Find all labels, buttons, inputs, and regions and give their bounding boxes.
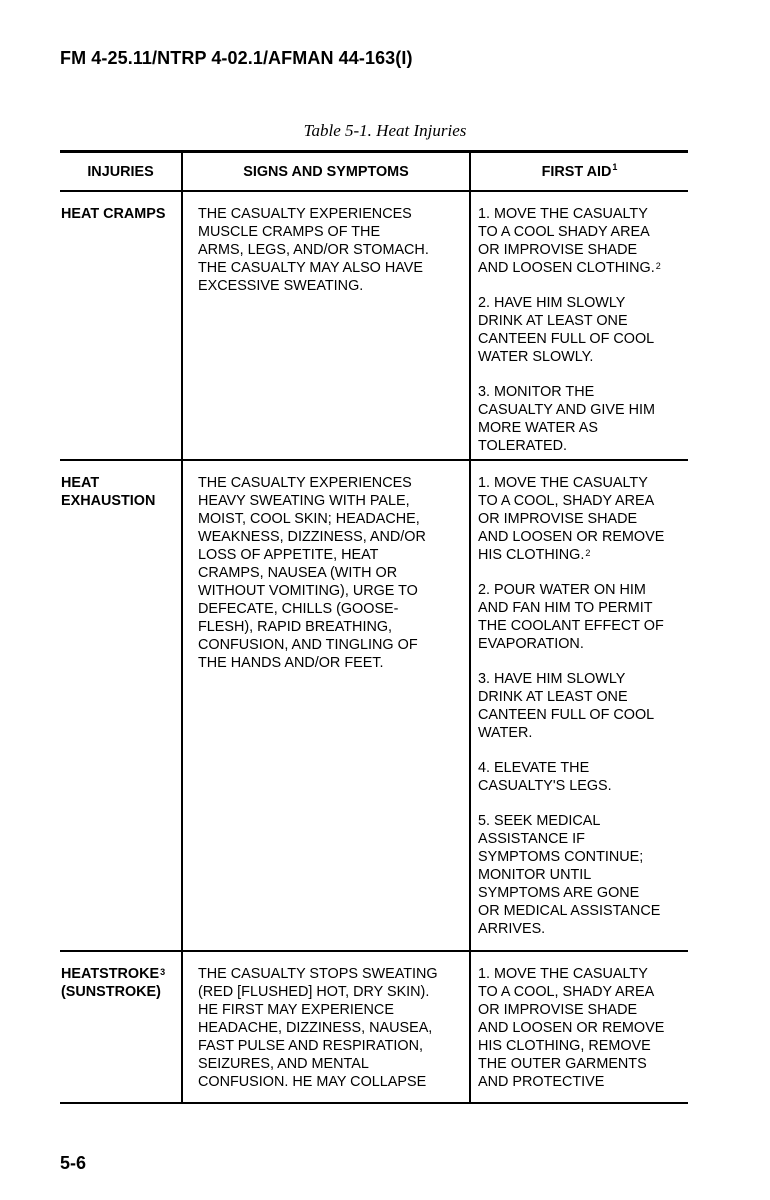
symptom-line: THE CASUALTY STOPS SWEATING [198, 966, 438, 982]
symptom-line: WEAKNESS, DIZZINESS, AND/OR [198, 529, 426, 545]
injury-name-line: HEAT CRAMPS [61, 206, 166, 222]
symptom-line: THE CASUALTY EXPERIENCES [198, 475, 412, 491]
first-aid-line [478, 259, 686, 277]
first-aid-line: EVAPORATION. [478, 636, 584, 652]
first-aid-step [478, 581, 686, 653]
first-aid-line: TO A COOL, SHADY AREA [478, 493, 655, 509]
column-header-signs-and-symptoms: SIGNS AND SYMPTOMS [182, 152, 470, 192]
first-aid-line: TOLERATED. [478, 438, 568, 454]
table-header-row [60, 152, 688, 192]
symptoms-cell [182, 460, 470, 951]
footnote-marker: 2 [585, 548, 591, 558]
symptom-line: CRAMPS, NAUSEA (WITH OR [198, 565, 398, 581]
injury-name-line: (SUNSTROKE) [61, 984, 161, 1000]
footnote-marker: 3 [160, 967, 166, 977]
first-aid-line: TO A COOL SHADY AREA [478, 224, 650, 240]
first-aid-line: CANTEEN FULL OF COOL [478, 331, 655, 347]
symptom-line: WITHOUT VOMITING), URGE TO [198, 583, 418, 599]
first-aid-line: DRINK AT LEAST ONE [478, 689, 628, 705]
first-aid-line: OR MEDICAL ASSISTANCE [478, 903, 661, 919]
first-aid-line: OR IMPROVISE SHADE [478, 511, 638, 527]
symptom-line: CONFUSION. HE MAY COLLAPSE [198, 1074, 427, 1090]
first-aid-line: CASUALTY AND GIVE HIM [478, 402, 655, 418]
first-aid-line: AND LOOSEN OR REMOVE [478, 1020, 665, 1036]
first-aid-step [478, 670, 686, 742]
table-caption: Table 5-1. Heat Injuries [303, 121, 467, 140]
first-aid-line: THE COOLANT EFFECT OF [478, 618, 664, 634]
first-aid-line: 2. POUR WATER ON HIM [478, 582, 646, 598]
injury-name-text: HEATSTROKE [61, 966, 160, 982]
first-aid-line: AND PROTECTIVE [478, 1074, 605, 1090]
first-aid-cell [470, 191, 688, 460]
first-aid-line: MORE WATER AS [478, 420, 598, 436]
column-header-injuries: INJURIES [87, 163, 154, 180]
first-aid-step [478, 474, 686, 564]
symptom-line: HEADACHE, DIZZINESS, NAUSEA, [198, 1020, 433, 1036]
symptom-line: THE HANDS AND/OR FEET. [198, 655, 384, 671]
first-aid-line: 3. HAVE HIM SLOWLY [478, 671, 626, 687]
injury-name-line: HEAT [61, 475, 100, 491]
first-aid-line: SYMPTOMS ARE GONE [478, 885, 640, 901]
symptom-line: FLESH), RAPID BREATHING, [198, 619, 393, 635]
symptom-line: THE CASUALTY MAY ALSO HAVE [198, 260, 423, 276]
first-aid-line: AND LOOSEN OR REMOVE [478, 529, 665, 545]
symptom-line: MOIST, COOL SKIN; HEADACHE, [198, 511, 420, 527]
heat-injuries-table [60, 150, 688, 1104]
first-aid-line: 1. MOVE THE CASUALTY [478, 966, 648, 982]
first-aid-step [478, 965, 686, 1091]
row-heat-exhaustion [60, 460, 688, 951]
first-aid-line: ASSISTANCE IF [478, 831, 585, 847]
first-aid-line: 4. ELEVATE THE [478, 760, 590, 776]
first-aid-line: 3. MONITOR THE [478, 384, 595, 400]
first-aid-step [478, 759, 686, 795]
first-aid-line: CASUALTY'S LEGS. [478, 778, 612, 794]
first-aid-line: OR IMPROVISE SHADE [478, 242, 638, 258]
page-number: 5-6 [60, 1153, 87, 1173]
first-aid-line: SYMPTOMS CONTINUE; [478, 849, 644, 865]
first-aid-line: 2. HAVE HIM SLOWLY [478, 295, 626, 311]
first-aid-line: 1. MOVE THE CASUALTY [478, 475, 648, 491]
first-aid-line: CANTEEN FULL OF COOL [478, 707, 655, 723]
injury-name-line: EXHAUSTION [61, 493, 156, 509]
symptoms-cell [182, 951, 470, 1103]
first-aid-line: THE OUTER GARMENTS [478, 1056, 647, 1072]
first-aid-step [478, 205, 686, 277]
symptom-line: HE FIRST MAY EXPERIENCE [198, 1002, 394, 1018]
symptom-line: ARMS, LEGS, AND/OR STOMACH. [198, 242, 429, 258]
injury-cell [60, 191, 182, 460]
first-aid-line: HIS CLOTHING, REMOVE [478, 1038, 651, 1054]
first-aid-line-text: HIS CLOTHING. [478, 547, 585, 563]
symptom-line: FAST PULSE AND RESPIRATION, [198, 1038, 423, 1054]
first-aid-step [478, 294, 686, 366]
footnote-marker: 2 [655, 261, 661, 271]
first-aid-line: DRINK AT LEAST ONE [478, 313, 628, 329]
symptom-line: CONFUSION, AND TINGLING OF [198, 637, 418, 653]
first-aid-line: WATER. [478, 725, 533, 741]
symptom-line: (RED [FLUSHED] HOT, DRY SKIN). [198, 984, 430, 1000]
symptoms-cell [182, 191, 470, 460]
first-aid-line-text: AND LOOSEN CLOTHING. [478, 260, 655, 276]
column-header-first-aid [470, 152, 688, 192]
first-aid-step [478, 383, 686, 455]
first-aid-line: AND FAN HIM TO PERMIT [478, 600, 653, 616]
first-aid-line [478, 546, 686, 564]
symptom-line: SEIZURES, AND MENTAL [198, 1056, 369, 1072]
footnote-marker: 1 [612, 161, 618, 172]
injury-cell [60, 460, 182, 951]
injury-cell [60, 951, 182, 1103]
first-aid-line: ARRIVES. [478, 921, 546, 937]
symptom-line: DEFECATE, CHILLS (GOOSE- [198, 601, 399, 617]
symptom-line: LOSS OF APPETITE, HEAT [198, 547, 379, 563]
first-aid-line: 1. MOVE THE CASUALTY [478, 206, 648, 222]
first-aid-line: TO A COOL, SHADY AREA [478, 984, 655, 1000]
first-aid-step [478, 812, 686, 938]
first-aid-cell [470, 460, 688, 951]
symptom-line: MUSCLE CRAMPS OF THE [198, 224, 381, 240]
first-aid-line: MONITOR UNTIL [478, 867, 592, 883]
first-aid-header-text: FIRST AID [541, 163, 612, 180]
row-heat-cramps [60, 191, 688, 460]
symptom-line: HEAVY SWEATING WITH PALE, [198, 493, 410, 509]
symptom-line: EXCESSIVE SWEATING. [198, 278, 364, 294]
first-aid-cell [470, 951, 688, 1103]
symptom-line: THE CASUALTY EXPERIENCES [198, 206, 412, 222]
row-heatstroke [60, 951, 688, 1103]
first-aid-line: OR IMPROVISE SHADE [478, 1002, 638, 1018]
first-aid-line: WATER SLOWLY. [478, 349, 594, 365]
injury-name-line [61, 965, 177, 983]
first-aid-line: 5. SEEK MEDICAL [478, 813, 601, 829]
running-header: FM 4-25.11/NTRP 4-02.1/AFMAN 44-163(I) [60, 48, 413, 68]
